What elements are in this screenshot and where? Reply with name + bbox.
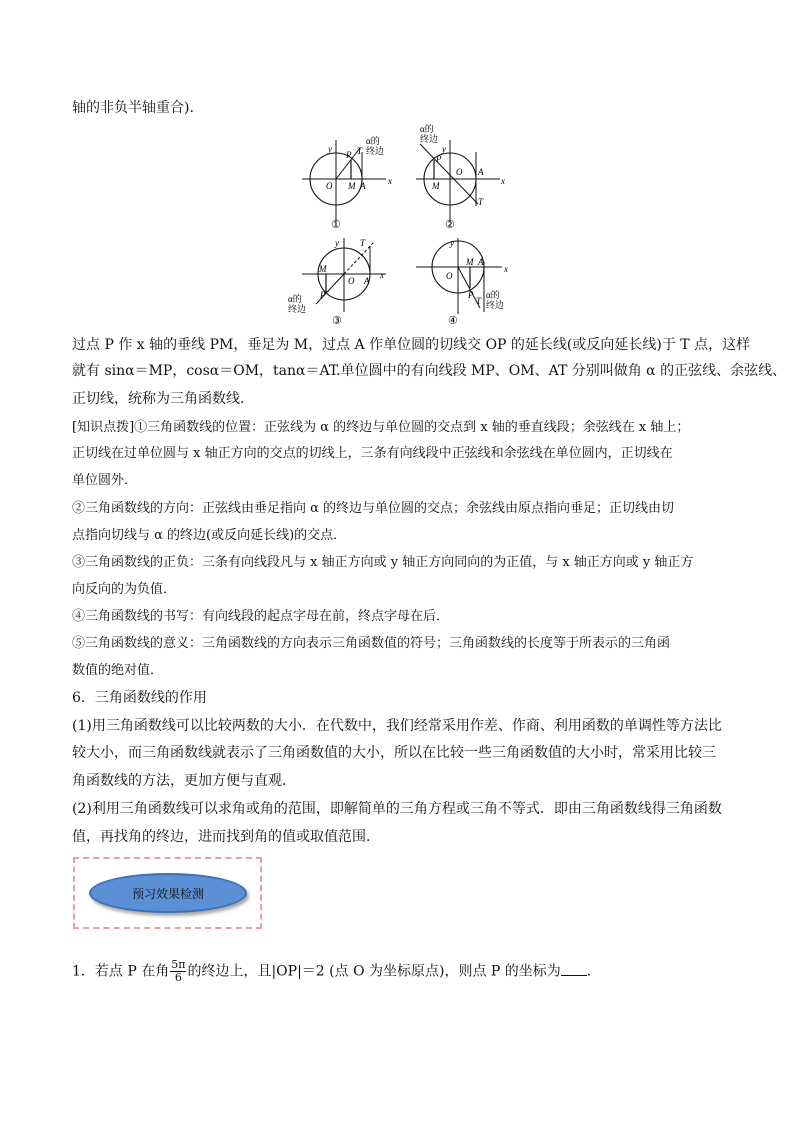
y-axis-label: y	[328, 144, 332, 154]
question-1-fraction	[170, 959, 186, 984]
figure-2	[412, 122, 512, 234]
knowledge-line5: 点指向切线与 α 的终边(或反向延长线)的交点．	[72, 528, 347, 543]
knowledge-line4: ②三角函数线的方向：正弦线由垂足指向 α 的终边与单位圆的交点；余弦线由原点指向垂足；正切线由切	[72, 501, 675, 516]
point-t: T	[478, 197, 484, 207]
para1-line2: 就有 sinα＝MP，cosα＝OM，tanα＝AT.单位圆中的有向线段 MP、OM、AT 分别叫做角 α 的正弦线、余弦线、	[72, 363, 787, 379]
answer-blank[interactable]	[561, 961, 587, 976]
point-o: O	[446, 271, 453, 281]
point-a: A	[360, 181, 366, 191]
x-axis-label: x	[388, 176, 392, 186]
point-a: A	[478, 257, 484, 267]
point-o: O	[326, 181, 333, 191]
point-p: P	[320, 290, 326, 300]
figure-number: ②	[445, 219, 455, 231]
point-t: T	[476, 296, 482, 306]
figure-number: ③	[332, 315, 342, 327]
question-1-suffix: 的终边上，且|OP|＝2 (点 O 为坐标原点)，则点 P 的坐标为	[187, 963, 561, 980]
alpha-label-1: α的	[486, 290, 500, 300]
y-axis-label: y	[335, 238, 339, 248]
x-axis-label: x	[501, 176, 505, 186]
alpha-label-2: 终边	[420, 134, 439, 144]
alpha-label-2: 终边	[486, 300, 505, 310]
alpha-label-1: α的	[366, 136, 380, 146]
alpha-label-1: α的	[288, 294, 302, 304]
point-t: T	[357, 146, 363, 156]
preview-check-frame	[73, 857, 262, 929]
section6-line5: 值，再找角的终边，进而找到角的值或取值范围．	[72, 829, 380, 845]
y-axis-label: y	[450, 238, 454, 248]
knowledge-line10: 数值的绝对值．	[72, 663, 164, 678]
section6-line4: (2)利用三角函数线可以求角或角的范围，即解简单的三角方程或三角不等式．即由三角函数线得三角函数	[72, 801, 722, 817]
point-o: O	[348, 276, 355, 286]
point-m: M	[432, 181, 440, 191]
section6-line3: 角函数线的方法，更加方便与直观．	[72, 773, 296, 789]
figure-number: ④	[448, 315, 458, 327]
point-a: A	[364, 276, 370, 286]
section6-line1: (1)用三角函数线可以比较两数的大小．在代数中，我们经常采用作差、作商、利用函数的单调性等方法比	[72, 718, 722, 734]
section6-line2: 较大小，而三角函数线就表示了三角函数值的大小，所以在比较一些三角函数值的大小时，常采用比较三	[72, 745, 716, 761]
figure-4	[414, 232, 518, 328]
alpha-label-2: 终边	[288, 304, 307, 314]
question-1: 1．若点 P 在角 $\frac{5\pi}{6}$ 的终边上，且|OP|＝2 (点 O 为坐标原点)，则点 P 的坐标为 ．	[72, 958, 601, 984]
point-p: P	[468, 290, 474, 300]
knowledge-line3: 单位圆外．	[72, 473, 138, 488]
point-t: T	[360, 238, 366, 248]
knowledge-line7: 向反向的为负值．	[72, 582, 177, 597]
knowledge-line1: [知识点拨]①三角函数线的位置：正弦线为 α 的终边与单位圆的交点到 x 轴的垂直线段；余弦线在 x 轴上；	[72, 420, 690, 435]
x-axis-label: x	[380, 270, 384, 280]
figure-number: ①	[331, 219, 341, 231]
top-line: 轴的非负半轴重合).	[72, 100, 194, 116]
point-p: P	[346, 150, 352, 160]
fraction-denominator: 6	[174, 971, 182, 984]
figure-1	[300, 122, 400, 234]
point-m: M	[319, 264, 327, 274]
point-m: M	[466, 257, 474, 267]
point-a: A	[478, 167, 484, 177]
knowledge-line9: ⑤三角函数线的意义：三角函数线的方向表示三角函数值的符号；三角函数线的长度等于所表示的三角函	[72, 636, 671, 651]
preview-check-badge: 预习效果检测	[89, 873, 247, 913]
section6-title: 6．三角函数线的作用	[72, 690, 207, 706]
alpha-label-1: α的	[420, 124, 434, 134]
knowledge-line6: ③三角函数线的正负：三条有向线段凡与 x 轴正方向或 y 轴正方向同向的为正值，与 x 轴正方向或 y 轴正方	[72, 555, 694, 570]
point-m: M	[348, 181, 356, 191]
fraction-numerator: 5π	[171, 958, 186, 971]
para1-line3: 正切线，统称为三角函数线．	[72, 391, 254, 407]
question-1-prefix: 1．若点 P 在角	[72, 963, 170, 980]
para1-line1: 过点 P 作 x 轴的垂线 PM，垂足为 M，过点 A 作单位圆的切线交 OP 的延长线(或反向延长线)于 T 点，这样	[72, 337, 751, 353]
knowledge-line8: ④三角函数线的书写：有向线段的起点字母在前，终点字母在后．	[72, 609, 450, 624]
point-o: O	[456, 167, 463, 177]
y-axis-label: y	[442, 144, 446, 154]
figure-3	[286, 232, 390, 328]
point-p: P	[436, 154, 442, 164]
x-axis-label: x	[504, 264, 508, 274]
alpha-label-2: 终边	[366, 146, 385, 156]
knowledge-line2: 正切线在过单位圆与 x 轴正方向的交点的切线上，三条有向线段中正弦线和余弦线在单位圆内，正切线在	[72, 446, 673, 461]
